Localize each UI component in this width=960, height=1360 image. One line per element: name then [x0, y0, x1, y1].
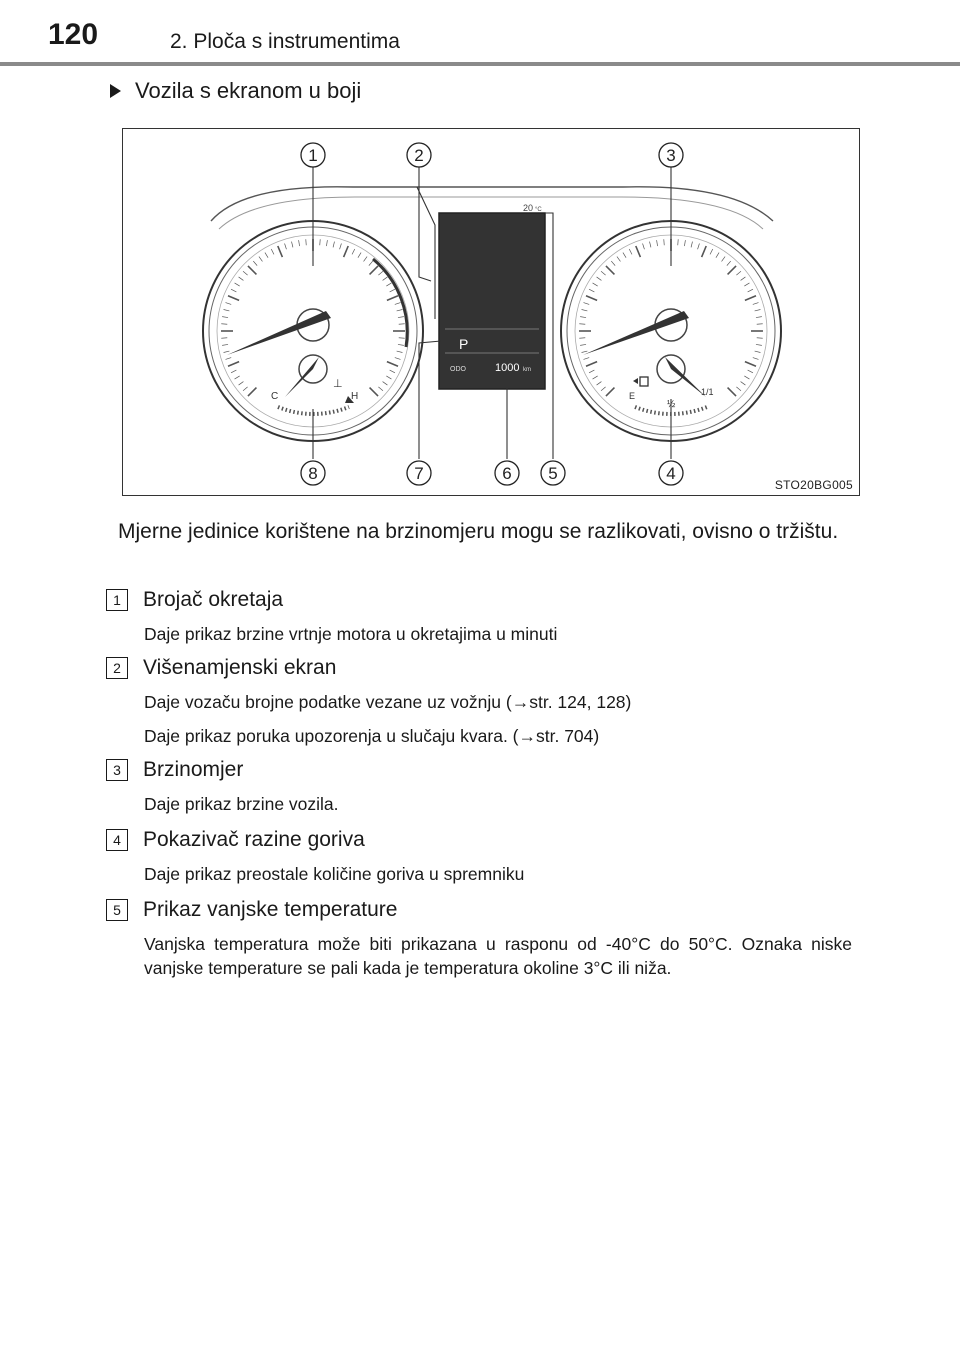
callout-number: 5: [548, 464, 558, 483]
triangle-bullet-icon: [110, 84, 121, 98]
empty-label: E: [629, 391, 636, 401]
item-description: Daje prikaz brzine vrtnje motora u okretajima u minuti: [144, 624, 558, 644]
item-number-badge: 2: [106, 657, 128, 679]
display-gear: P: [459, 336, 469, 352]
half-label: ½: [667, 399, 676, 410]
chapter-title: 2. Ploča s instrumentima: [170, 30, 400, 53]
item-title: Brojač okretaja: [143, 588, 284, 611]
item-title: Pokazivač razine goriva: [143, 828, 365, 851]
instrument-cluster-figure: [122, 128, 860, 496]
page-header: [0, 0, 960, 66]
callout-number: 3: [666, 146, 676, 165]
item-number-badge: 5: [106, 899, 128, 921]
item-multi-information-display: [106, 656, 631, 748]
hot-label: H: [351, 391, 359, 402]
item-title: Brzinomjer: [143, 758, 244, 781]
page-number: 120: [48, 18, 99, 51]
item-number-badge: 3: [106, 759, 128, 781]
item-fuel-gauge: [106, 828, 524, 886]
item-description: Daje vozaču brojne podatke vezane uz vožnju (→str. 124, 128): [144, 692, 632, 712]
item-speedometer: [106, 758, 339, 816]
display-temperature-unit: °C: [535, 207, 542, 213]
intro-paragraph: Mjerne jedinice korištene na brzinomjeru mogu se razlikovati, ovisno o tržištu.: [118, 520, 839, 543]
item-number-badge: 4: [106, 829, 128, 851]
callout-number: 8: [308, 464, 318, 483]
display-odo-value: 1000: [495, 362, 520, 374]
item-title: Višenamjenski ekran: [143, 656, 337, 679]
cold-label: C: [271, 391, 279, 402]
callout-number: 2: [414, 146, 424, 165]
section-subheading: [110, 78, 361, 104]
instrument-cluster-illustration: [123, 129, 861, 497]
coolant-icon: ⊥: [333, 378, 343, 390]
figure-code: STO20BG005: [774, 478, 853, 492]
callout-number: 6: [502, 464, 512, 483]
item-outside-temperature: [106, 898, 852, 980]
subheading-text: Vozila s ekranom u boji: [135, 78, 362, 103]
item-number-badge: 1: [106, 589, 128, 611]
item-tachometer: [106, 588, 557, 646]
callout-number: 4: [666, 464, 676, 483]
item-description: Daje prikaz brzine vozila.: [144, 794, 339, 814]
item-description: Vanjska temperatura može biti prikazana u rasponu od -40°C do 50°C. Oznaka niske vanjske temperature se pali kada je temperatura okoline 3°C ili niža.: [144, 934, 852, 978]
callout-number: 1: [308, 146, 318, 165]
full-label: 1/1: [701, 387, 714, 397]
callout-number: 7: [414, 464, 424, 483]
display-odo-label: ODO: [450, 366, 466, 373]
item-description: Daje prikaz poruka upozorenja u slučaju kvara. (→str. 704): [144, 726, 600, 746]
item-title: Prikaz vanjske temperature: [143, 898, 398, 921]
item-description: Daje prikaz preostale količine goriva u spremniku: [144, 864, 525, 884]
header-rule: [0, 62, 960, 66]
display-temperature: 20: [523, 203, 534, 213]
multi-information-display: [439, 203, 545, 389]
display-odo-unit: km: [523, 367, 531, 373]
